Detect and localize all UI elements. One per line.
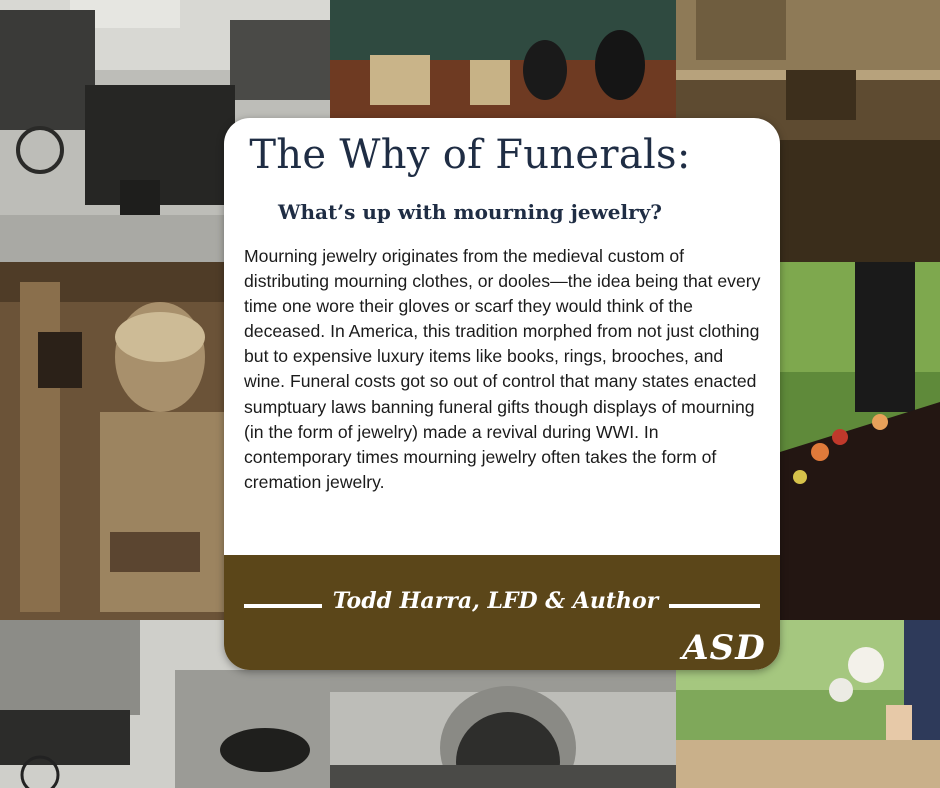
photo-mourners-in-chapel [330, 0, 676, 118]
author-credit: Todd Harra, LFD & Author [332, 588, 659, 614]
page-title: The Why of Funerals: [249, 132, 691, 178]
photo-victorian-post-mortem-portrait [0, 262, 224, 620]
photo-graveside-casket-with-roses [780, 262, 940, 620]
page-subtitle: What’s up with mourning jewelry? [277, 200, 662, 224]
photo-undertaker-storefront [330, 670, 676, 788]
divider-left [244, 604, 322, 608]
asd-logo: ASD [682, 628, 766, 668]
divider-right [669, 604, 760, 608]
article-body: Mourning jewelry originates from the medieval custom of distributing mourning clothes, or dooles—the idea being that every time one wore their gloves or scarf they would think of the deceased. In America, this tradition morphed from not just clothing but to expensive luxury items like books, rings, brooches, and wine. Funeral costs got so out of control that many states enacted sumptuary laws banning funeral gifts though displays of mourning (in the form of jewelry) made a revival during WWI. In contemporary times mourning jewelry often takes the form of cremation jewelry. [244, 246, 761, 492]
